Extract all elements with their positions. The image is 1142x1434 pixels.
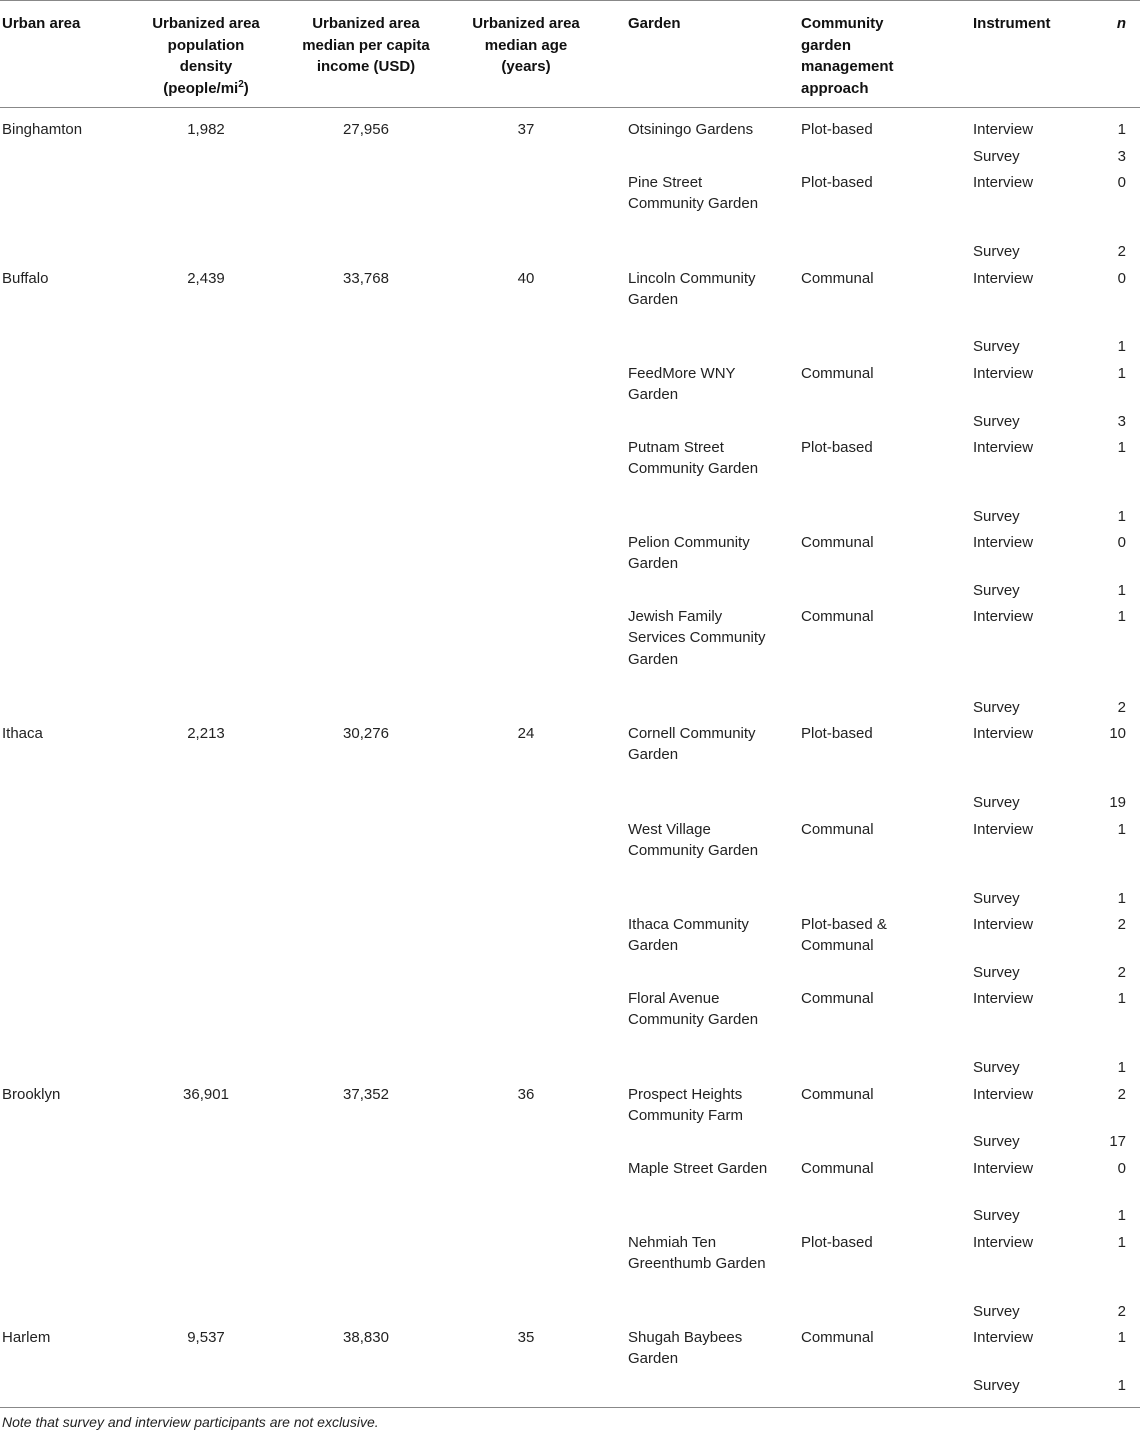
management-approach: Communal [801,1329,874,1346]
header-instrument: Instrument [973,15,1051,32]
population-density: 2,439 [187,270,225,287]
instrument-interview: Interview [973,1160,1034,1177]
n-interview: 0 [1117,174,1126,191]
garden-name: Otsiningo Gardens [628,121,754,138]
garden-name: Maple Street Garden [628,1160,768,1177]
instrument-survey: Survey [973,1303,1020,1320]
management-approach: Communal [801,534,874,551]
n-survey: 1 [1117,508,1126,525]
instrument-survey: Survey [973,148,1020,165]
median-income: 30,276 [343,725,389,742]
garden-name: FeedMore WNY Garden [628,365,736,404]
n-interview: 1 [1117,821,1126,838]
garden-name: Pine Street Community Garden [628,174,759,213]
garden-name: West Village Community Garden [628,821,759,860]
garden-name: Putnam Street Community Garden [628,439,759,478]
population-density: 36,901 [183,1086,229,1103]
instrument-survey: Survey [973,890,1020,907]
header-density-sup: 2 [238,78,244,90]
n-interview: 10 [1109,725,1126,742]
instrument-survey: Survey [973,413,1020,430]
n-interview: 2 [1117,1086,1126,1103]
header-density [140,13,272,99]
garden-name: Prospect Heights Community Farm [628,1086,744,1125]
instrument-interview: Interview [973,608,1034,625]
instrument-survey: Survey [973,794,1020,811]
header-approach: Community garden management approach [801,15,894,97]
n-survey: 17 [1109,1133,1126,1150]
median-age: 37 [517,121,535,138]
management-approach: Communal [801,1086,874,1103]
n-interview: 1 [1117,439,1126,456]
instrument-interview: Interview [973,916,1034,933]
header-urban-area: Urban area [2,15,81,32]
median-income: 27,956 [343,121,389,138]
n-interview: 1 [1117,1234,1126,1251]
n-interview: 0 [1117,270,1126,287]
n-survey: 2 [1117,1303,1126,1320]
management-approach: Plot-based & Communal [801,916,887,955]
instrument-survey: Survey [973,243,1020,260]
bottom-rule [0,1407,1140,1408]
n-interview: 1 [1117,1329,1126,1346]
management-approach: Communal [801,821,874,838]
instrument-interview: Interview [973,1086,1034,1103]
instrument-interview: Interview [973,990,1034,1007]
management-approach: Plot-based [801,725,873,742]
header-garden: Garden [628,15,681,32]
median-age: 40 [517,270,535,287]
management-approach: Communal [801,270,874,287]
instrument-interview: Interview [973,439,1034,456]
n-survey: 2 [1117,699,1126,716]
population-density: 1,982 [187,121,225,138]
instrument-interview: Interview [973,821,1034,838]
management-approach: Plot-based [801,439,873,456]
n-interview: 0 [1117,534,1126,551]
n-survey: 1 [1117,1059,1126,1076]
header-n: n [1116,15,1126,32]
management-approach: Communal [801,1160,874,1177]
n-survey: 2 [1117,243,1126,260]
urban-area-name: Buffalo [2,270,49,287]
management-approach: Communal [801,365,874,382]
management-approach: Plot-based [801,174,873,191]
instrument-interview: Interview [973,725,1034,742]
n-interview: 2 [1117,916,1126,933]
instrument-interview: Interview [973,1234,1034,1251]
n-survey: 1 [1117,338,1126,355]
population-density: 2,213 [187,725,225,742]
management-approach: Plot-based [801,121,873,138]
urban-area-name: Binghamton [2,121,83,138]
instrument-survey: Survey [973,508,1020,525]
n-interview: 0 [1117,1160,1126,1177]
instrument-survey: Survey [973,1377,1020,1394]
urban-area-name: Brooklyn [2,1086,61,1103]
n-survey: 3 [1117,148,1126,165]
instrument-survey: Survey [973,338,1020,355]
garden-name: Jewish Family Services Community Garden [628,608,766,668]
instrument-survey: Survey [973,699,1020,716]
median-income: 38,830 [343,1329,389,1346]
n-survey: 1 [1117,890,1126,907]
urban-area-name: Ithaca [2,725,43,742]
instrument-interview: Interview [973,121,1034,138]
instrument-interview: Interview [973,270,1034,287]
header-age: Urbanized area median age (years) [472,15,580,75]
instrument-interview: Interview [973,534,1034,551]
table-note: Note that survey and interview participants are not exclusive. [2,1414,379,1430]
instrument-survey: Survey [973,1133,1020,1150]
garden-name: Floral Avenue Community Garden [628,990,759,1029]
n-survey: 1 [1117,1377,1126,1394]
n-interview: 1 [1117,990,1126,1007]
garden-name: Shugah Baybees Garden [628,1329,743,1368]
n-interview: 1 [1117,121,1126,138]
management-approach: Plot-based [801,1234,873,1251]
garden-name: Nehmiah Ten Greenthumb Garden [628,1234,766,1273]
garden-name: Cornell Community Garden [628,725,756,764]
garden-name: Ithaca Community Garden [628,916,749,955]
n-survey: 1 [1117,1207,1126,1224]
median-income: 37,352 [343,1086,389,1103]
management-approach: Communal [801,990,874,1007]
n-survey: 19 [1109,794,1126,811]
median-age: 35 [517,1329,535,1346]
garden-name: Pelion Community Garden [628,534,750,573]
n-interview: 1 [1117,365,1126,382]
instrument-survey: Survey [973,964,1020,981]
median-age: 36 [517,1086,535,1103]
header-income: Urbanized area median per capita income (USD) [302,15,430,75]
instrument-interview: Interview [973,1329,1034,1346]
n-survey: 3 [1117,413,1126,430]
instrument-interview: Interview [973,174,1034,191]
population-density: 9,537 [187,1329,225,1346]
header-density-close: ) [243,79,249,97]
median-income: 33,768 [343,270,389,287]
garden-name: Lincoln Community Garden [628,270,756,309]
urban-area-name: Harlem [2,1329,51,1346]
management-approach: Communal [801,608,874,625]
median-age: 24 [517,725,535,742]
instrument-survey: Survey [973,1207,1020,1224]
instrument-survey: Survey [973,1059,1020,1076]
n-interview: 1 [1117,608,1126,625]
header-density-text: Urbanized area population density (people/mi [152,15,260,97]
instrument-survey: Survey [973,582,1020,599]
n-survey: 2 [1117,964,1126,981]
n-survey: 1 [1117,582,1126,599]
instrument-interview: Interview [973,365,1034,382]
